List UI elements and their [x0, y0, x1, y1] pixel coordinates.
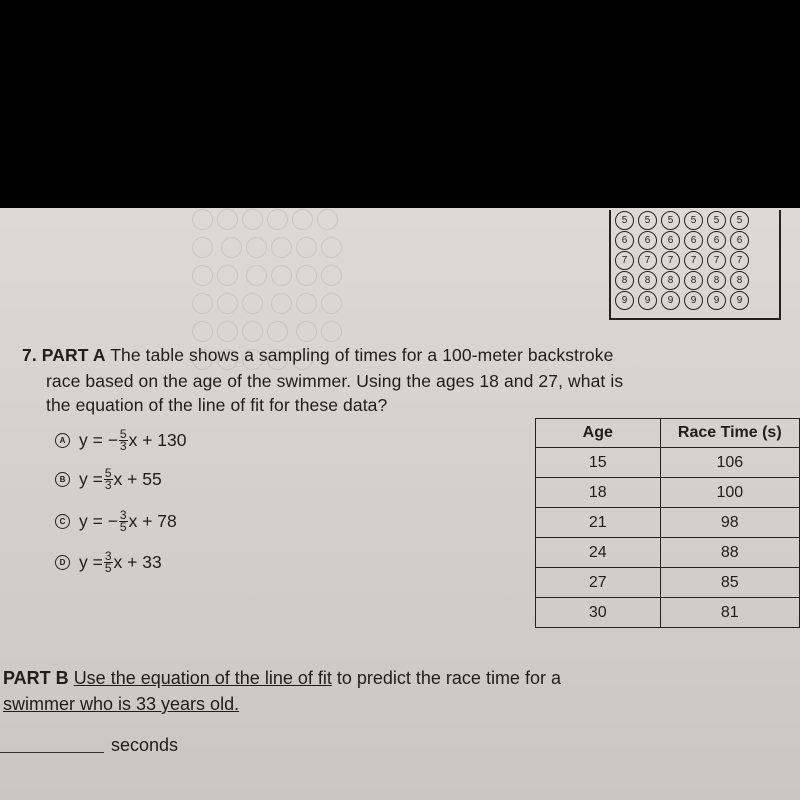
- answer-bubble[interactable]: 6: [707, 231, 726, 250]
- answer-bubble[interactable]: 9: [707, 291, 726, 310]
- answer-bubble-grid: [609, 210, 781, 320]
- answer-bubble[interactable]: 6: [730, 231, 749, 250]
- part-b-line-2: swimmer who is 33 years old.: [3, 694, 240, 714]
- cell-age: 27: [536, 568, 661, 598]
- cell-age: 30: [536, 598, 661, 628]
- answer-bubble[interactable]: 5: [638, 211, 657, 230]
- bubble-row: [615, 211, 779, 230]
- answer-bubble[interactable]: 6: [638, 231, 657, 250]
- table-row: [536, 508, 800, 538]
- option-eq-prefix: y = −: [79, 511, 118, 531]
- answer-bubble[interactable]: 7: [707, 251, 726, 270]
- bubble-row: [615, 271, 779, 290]
- cell-age: 21: [536, 508, 661, 538]
- cell-age: 18: [536, 478, 661, 508]
- answer-bubble[interactable]: 8: [638, 271, 657, 290]
- table-row: [536, 538, 800, 568]
- answer-bubble[interactable]: 7: [661, 251, 680, 270]
- table-row: [536, 598, 800, 628]
- age-race-time-table: [535, 418, 800, 628]
- answer-bubble[interactable]: 8: [707, 271, 726, 290]
- answer-bubble[interactable]: 7: [684, 251, 703, 270]
- option-letter: C: [55, 514, 70, 529]
- answer-bubble[interactable]: 9: [661, 291, 680, 310]
- answer-bubble[interactable]: 5: [615, 211, 634, 230]
- cell-time: 81: [660, 598, 799, 628]
- option-letter: A: [55, 433, 70, 448]
- option-eq-prefix: y =: [79, 469, 103, 489]
- answer-bubble[interactable]: 5: [707, 211, 726, 230]
- part-b-label: PART B: [3, 668, 69, 688]
- option-fraction: $\frac{3}{5}$: [104, 549, 112, 575]
- answer-bubble[interactable]: 8: [684, 271, 703, 290]
- answer-bubble[interactable]: 5: [730, 211, 749, 230]
- bubble-row: [615, 231, 779, 250]
- answer-bubble[interactable]: 8: [661, 271, 680, 290]
- table-header-row: [536, 419, 800, 448]
- answer-bubble[interactable]: 6: [661, 231, 680, 250]
- table-row: [536, 448, 800, 478]
- question-line-2: race based on the age of the swimmer. Using the ages 18 and 27, what is: [46, 371, 624, 391]
- answer-bubble[interactable]: 7: [730, 251, 749, 270]
- cell-age: 24: [536, 538, 661, 568]
- part-b-text-underlined: Use the equation of the line of fit: [73, 668, 332, 688]
- answer-bubble[interactable]: 8: [730, 271, 749, 290]
- option-eq-prefix: y =: [79, 552, 103, 572]
- bubble-row: [615, 251, 779, 270]
- option-fraction: $\frac{5}{3}$: [119, 427, 127, 453]
- question-line-3: the equation of the line of fit for these data?: [46, 395, 388, 415]
- question-number: 7.: [22, 345, 37, 365]
- cell-time: 100: [660, 478, 799, 508]
- question-line-1: [22, 345, 613, 366]
- option-eq-prefix: y = −: [79, 430, 118, 450]
- question-text-1: The table shows a sampling of times for a 100-meter backstroke: [110, 345, 614, 365]
- answer-unit: seconds: [111, 735, 179, 755]
- header-age: Age: [536, 419, 661, 448]
- option-eq-suffix: x + 55: [113, 469, 162, 489]
- cell-time: 85: [660, 568, 799, 598]
- option-b[interactable]: [55, 468, 162, 491]
- cell-time: 106: [660, 448, 799, 478]
- header-race-time: Race Time (s): [660, 419, 799, 448]
- option-fraction: $\frac{5}{3}$: [104, 466, 112, 492]
- table-row: [536, 568, 800, 598]
- option-c[interactable]: [55, 510, 177, 533]
- show-through-bubbles: [190, 208, 360, 358]
- part-a-label: PART A: [41, 345, 106, 365]
- answer-bubble[interactable]: 9: [684, 291, 703, 310]
- table-row: [536, 478, 800, 508]
- cell-time: 88: [660, 538, 799, 568]
- option-fraction: $\frac{3}{5}$: [119, 508, 127, 534]
- answer-bubble[interactable]: 5: [684, 211, 703, 230]
- cell-time: 98: [660, 508, 799, 538]
- part-b-text: to predict the race time for a: [331, 668, 561, 688]
- option-eq-suffix: x + 130: [128, 430, 187, 450]
- cell-age: 15: [536, 448, 661, 478]
- answer-bubble[interactable]: 9: [615, 291, 634, 310]
- option-d[interactable]: [55, 551, 162, 574]
- answer-bubble[interactable]: 6: [615, 231, 634, 250]
- answer-bubble[interactable]: 7: [638, 251, 657, 270]
- answer-bubble[interactable]: 6: [684, 231, 703, 250]
- option-a[interactable]: [55, 429, 187, 452]
- answer-bubble[interactable]: 8: [615, 271, 634, 290]
- part-b-question: [3, 665, 561, 717]
- answer-bubble[interactable]: 9: [638, 291, 657, 310]
- answer-bubble[interactable]: 7: [615, 251, 634, 270]
- option-eq-suffix: x + 78: [128, 511, 177, 531]
- bubble-row: [615, 291, 779, 310]
- option-letter: D: [55, 555, 70, 570]
- answer-bubble[interactable]: 5: [661, 211, 680, 230]
- answer-bubble[interactable]: 9: [730, 291, 749, 310]
- answer-blank[interactable]: [0, 752, 104, 753]
- option-letter: B: [55, 472, 70, 487]
- option-eq-suffix: x + 33: [113, 552, 162, 572]
